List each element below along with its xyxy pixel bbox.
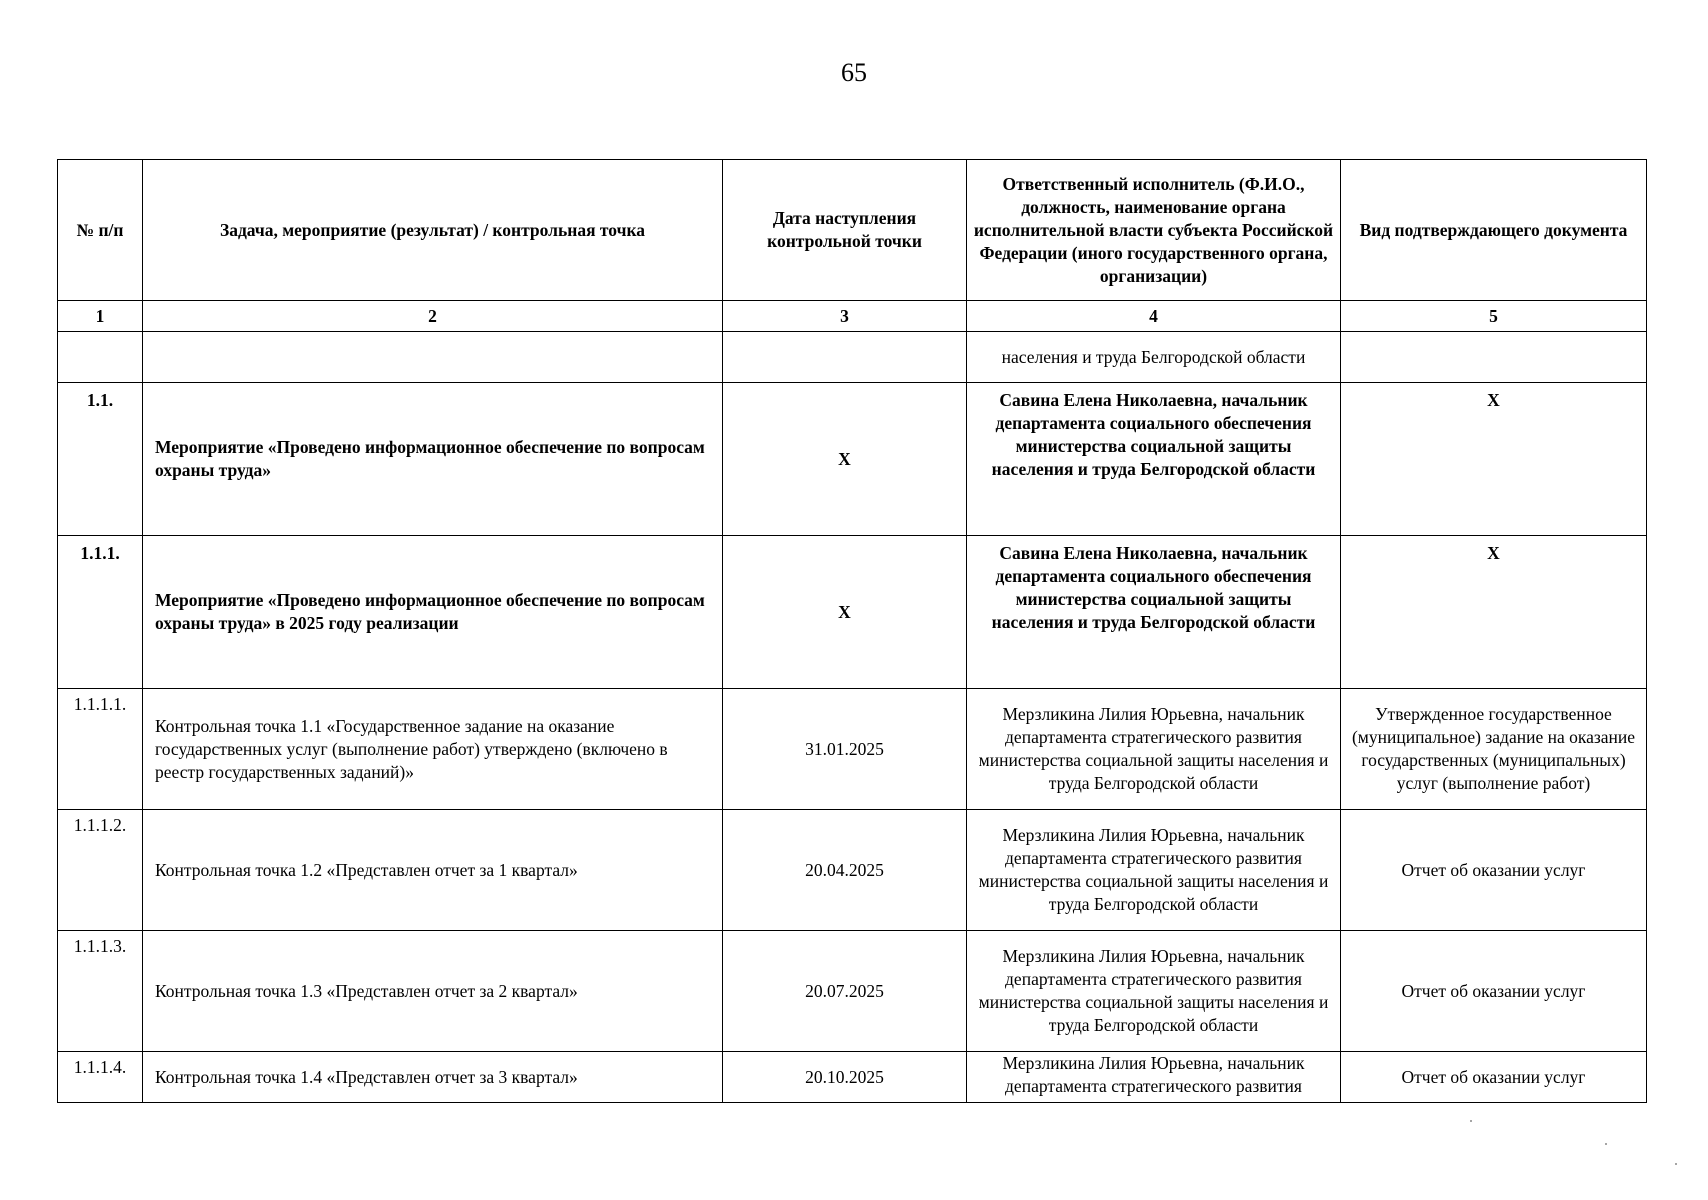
column-number: 4 xyxy=(967,301,1341,332)
row-document: X xyxy=(1341,383,1647,536)
header-num: № п/п xyxy=(58,160,143,301)
header-document: Вид подтверждающего документа xyxy=(1341,160,1647,301)
table-row xyxy=(58,689,1647,810)
column-number: 3 xyxy=(723,301,967,332)
row-date: 20.10.2025 xyxy=(723,1052,967,1103)
row-document: X xyxy=(1341,536,1647,689)
table-row xyxy=(58,536,1647,689)
table-row xyxy=(58,810,1647,931)
table-row xyxy=(58,931,1647,1052)
row-task: Контрольная точка 1.4 «Представлен отчет за 3 квартал» xyxy=(143,1052,723,1103)
scan-speck xyxy=(1470,1120,1472,1122)
column-number: 5 xyxy=(1341,301,1647,332)
control-points-table xyxy=(57,159,1647,1103)
table-row xyxy=(58,383,1647,536)
row-date: 20.04.2025 xyxy=(723,810,967,931)
column-number-row xyxy=(58,301,1647,332)
row-date xyxy=(723,332,967,383)
row-number: 1.1.1.3. xyxy=(58,931,143,1052)
row-task: Мероприятие «Проведено информационное обеспечение по вопросам охраны труда» xyxy=(143,383,723,536)
column-number: 2 xyxy=(143,301,723,332)
row-executor: Мерзликина Лилия Юрьевна, начальник департамента стратегического развития министерства социальной защиты населения и труда Белгородской области xyxy=(967,689,1341,810)
row-number: 1.1.1.4. xyxy=(58,1052,143,1103)
row-number: 1.1. xyxy=(58,383,143,536)
row-date: X xyxy=(723,383,967,536)
header-task: Задача, мероприятие (результат) / контрольная точка xyxy=(143,160,723,301)
row-executor: Мерзликина Лилия Юрьевна, начальник департамента стратегического развития министерства социальной защиты населения и труда Белгородской области xyxy=(967,810,1341,931)
row-number: 1.1.1. xyxy=(58,536,143,689)
row-number: 1.1.1.1. xyxy=(58,689,143,810)
column-number: 1 xyxy=(58,301,143,332)
scan-speck xyxy=(1605,1143,1607,1145)
page-number: 65 xyxy=(841,58,867,87)
row-task: Мероприятие «Проведено информационное обеспечение по вопросам охраны труда» в 2025 году реализации xyxy=(143,536,723,689)
header-date: Дата наступления контрольной точки xyxy=(723,160,967,301)
row-executor: Савина Елена Николаевна, начальник департамента социального обеспечения министерства социальной защиты населения и труда Белгородской области xyxy=(967,383,1341,536)
row-document: Отчет об оказании услуг xyxy=(1341,810,1647,931)
row-executor: Савина Елена Николаевна, начальник департамента социального обеспечения министерства социальной защиты населения и труда Белгородской области xyxy=(967,536,1341,689)
table-row xyxy=(58,332,1647,383)
row-executor: Мерзликина Лилия Юрьевна, начальник департамента стратегического развития xyxy=(967,1052,1341,1103)
row-task xyxy=(143,332,723,383)
header-row xyxy=(58,160,1647,301)
row-executor: Мерзликина Лилия Юрьевна, начальник департамента стратегического развития министерства социальной защиты населения и труда Белгородской области xyxy=(967,931,1341,1052)
row-executor: населения и труда Белгородской области xyxy=(967,332,1341,383)
row-task: Контрольная точка 1.3 «Представлен отчет за 2 квартал» xyxy=(143,931,723,1052)
row-document: Отчет об оказании услуг xyxy=(1341,1052,1647,1103)
row-document: Отчет об оказании услуг xyxy=(1341,931,1647,1052)
row-number xyxy=(58,332,143,383)
row-document: Утвержденное государственное (муниципальное) задание на оказание государственных (муниципальных) услуг (выполнение работ) xyxy=(1341,689,1647,810)
row-task: Контрольная точка 1.1 «Государственное задание на оказание государственных услуг (выполнение работ) утверждено (включено в реестр государственных заданий)» xyxy=(143,689,723,810)
scan-speck xyxy=(1675,1163,1677,1165)
table-row xyxy=(58,1052,1647,1103)
row-task: Контрольная точка 1.2 «Представлен отчет за 1 квартал» xyxy=(143,810,723,931)
row-number: 1.1.1.2. xyxy=(58,810,143,931)
row-document xyxy=(1341,332,1647,383)
row-date: X xyxy=(723,536,967,689)
row-date: 31.01.2025 xyxy=(723,689,967,810)
row-date: 20.07.2025 xyxy=(723,931,967,1052)
header-executor: Ответственный исполнитель (Ф.И.О., должность, наименование органа исполнительной власти субъекта Российской Федерации (иного государственного органа, организации) xyxy=(967,160,1341,301)
